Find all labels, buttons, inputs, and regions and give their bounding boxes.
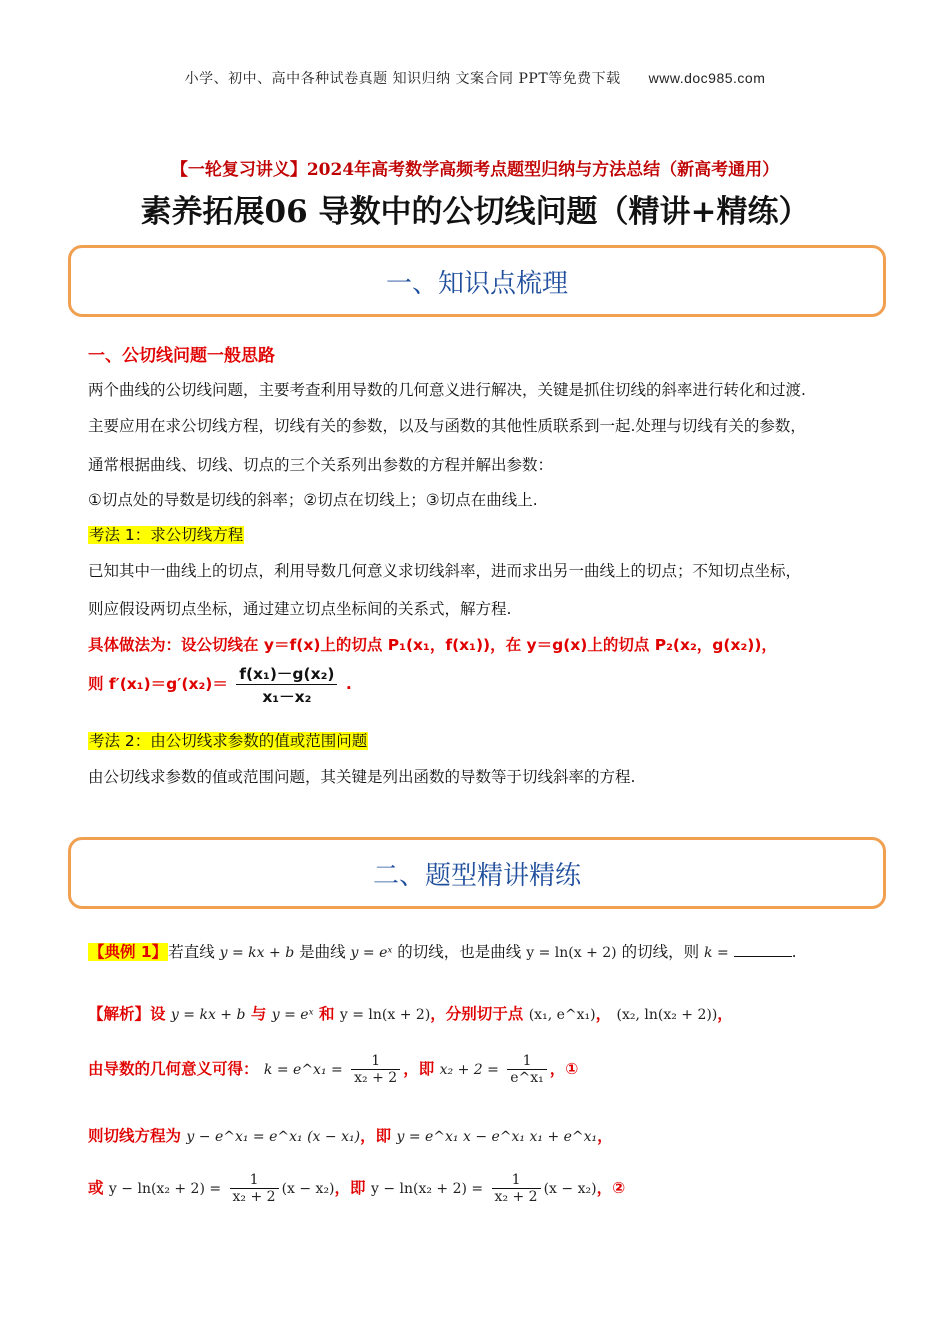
paragraph: 两个曲线的公切线问题，主要考查利用导数的几何意义进行解决，关键是抓住切线的斜率进行转化和过渡. bbox=[88, 381, 806, 399]
subsection-heading: 一、公切线问题一般思路 bbox=[88, 346, 275, 366]
site-url[interactable]: www.doc985.com bbox=[648, 70, 766, 86]
answer-blank[interactable] bbox=[734, 944, 792, 957]
paragraph: 通常根据曲线、切线、切点的三个关系列出参数的方程并解出参数： bbox=[88, 456, 554, 474]
method-1-formula: 则 f′(x₁)＝g′(x₂)＝ $\frac{\text{f(x₁)－g(x₂)}}{\text{x₁－x₂}}$ . bbox=[88, 662, 352, 707]
section-1-banner bbox=[68, 245, 886, 317]
paragraph: 由公切线求参数的值或范围问题，其关键是列出函数的导数等于切线斜率的方程. bbox=[88, 768, 636, 786]
section-2-title: 二、题型精讲精练 bbox=[372, 860, 581, 891]
paragraph: 主要应用在求公切线方程，切线有关的参数，以及与函数的其他性质联系到一起.处理与切线有关的参数， bbox=[88, 417, 806, 435]
solution-line: 【解析】设 y = kx + b 与 y = eˣ 和 y = ln(x + 2)，分别切于点 (x₁, e^x₁)， (x₂, ln(x₂ + 2))， bbox=[88, 1005, 733, 1023]
site-header bbox=[0, 68, 950, 88]
paragraph: 则应假设两切点坐标，通过建立切点坐标间的关系式，解方程. bbox=[88, 600, 512, 618]
solution-line: 或 y − ln(x₂ + 2) = $\frac{1}{\text{x₂ + 2}}$ (x − x₂)，即 y − ln(x₂ + 2) = $\frac{1}{\text{x₂ + 2}}$ (x − x₂)，② bbox=[88, 1172, 626, 1205]
page-title: 素养拓展06 导数中的公切线问题（精讲+精练） bbox=[140, 194, 810, 230]
fraction: $\frac{1}{\text{x₂ + 2}}$ bbox=[351, 1053, 400, 1086]
section-2-banner bbox=[68, 837, 886, 909]
document-subtitle: 【一轮复习讲义】2024年高考数学高频考点题型归纳与方法总结（新高考通用） bbox=[170, 160, 780, 180]
paragraph: 已知其中一曲线上的切点，利用导数几何意义求切线斜率，进而求出另一曲线上的切点；不知切点坐标， bbox=[88, 562, 802, 580]
fraction: $\frac{1}{\text{x₂ + 2}}$ bbox=[230, 1172, 279, 1205]
site-header-text: 小学、初中、高中各种试卷真题 知识归纳 文案合同 PPT等免费下载 bbox=[184, 71, 621, 87]
solution-line: 由导数的几何意义可得： k = e^x₁ = $\frac{1}{\text{x₂ + 2}}$ ，即 x₂ + 2 = $\frac{1}{\text{e\textasciicircum{}x₁}}$ ，① bbox=[88, 1053, 579, 1086]
fraction: $\frac{1}{\text{e\textasciicircum{}x₁}}$ bbox=[507, 1053, 547, 1086]
method-1-formula-line: 具体做法为：设公切线在 y＝f(x)上的切点 P₁(x₁，f(x₁))，在 y＝g(x)上的切点 P₂(x₂，g(x₂))， bbox=[88, 636, 777, 654]
example-1: 【典例 1】若直线 y = kx + b 是曲线 y = eˣ 的切线，也是曲线 y = ln(x + 2) 的切线，则 k = . bbox=[89, 943, 797, 961]
method-2-label: 考法 2：由公切线求参数的值或范围问题 bbox=[89, 732, 368, 750]
solution-label: 【解析】设 bbox=[88, 1005, 166, 1023]
paragraph: ①切点处的导数是切线的斜率；②切点在切线上；③切点在曲线上. bbox=[88, 491, 538, 509]
fraction: $\frac{\text{f(x₁)－g(x₂)}}{\text{x₁－x₂}}$ bbox=[236, 662, 337, 707]
solution-line: 则切线方程为 y − e^x₁ = e^x₁ (x − x₁)，即 y = e^x₁ x − e^x₁ x₁ + e^x₁， bbox=[88, 1127, 613, 1145]
fraction: $\frac{1}{\text{x₂ + 2}}$ bbox=[492, 1172, 541, 1205]
method-1-label: 考法 1：求公切线方程 bbox=[89, 526, 244, 544]
example-label: 【典例 1】 bbox=[89, 943, 168, 961]
section-1-title: 一、知识点梳理 bbox=[385, 268, 568, 299]
